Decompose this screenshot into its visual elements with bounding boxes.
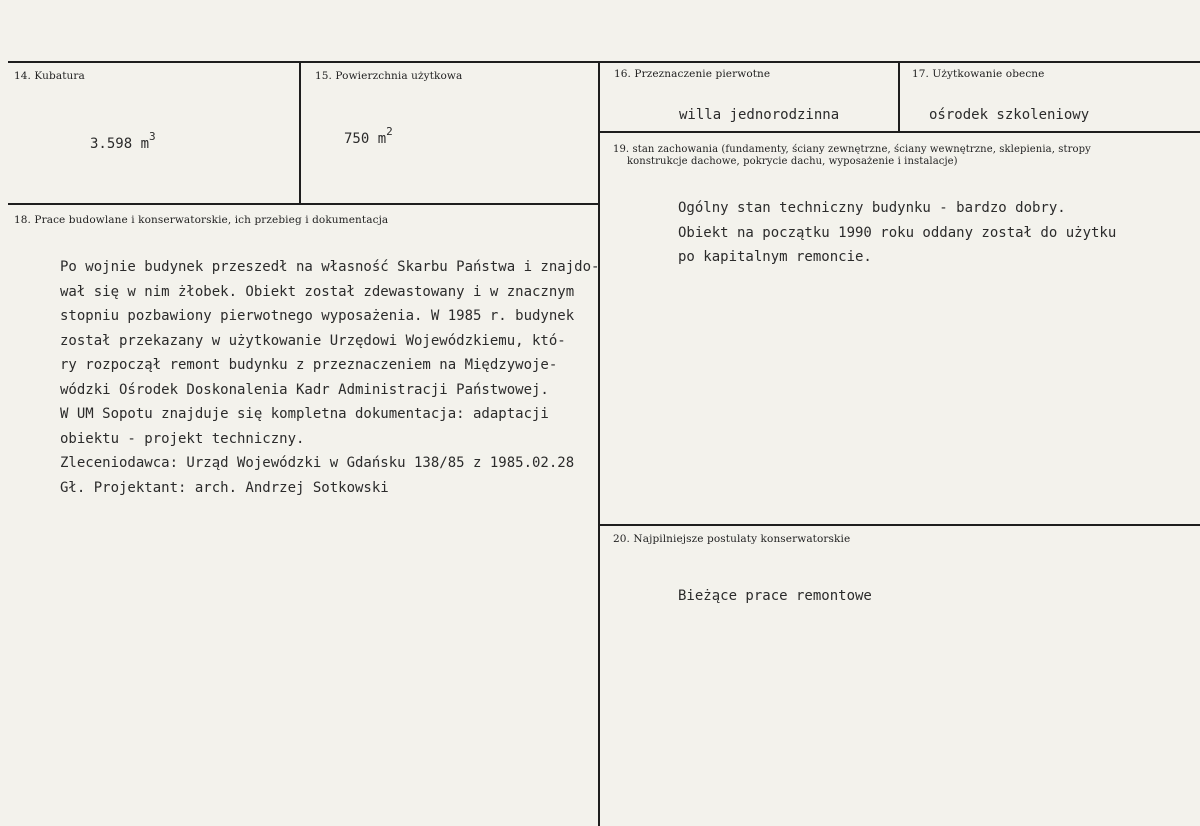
field-19-label	[613, 144, 1091, 168]
field-18-line: stopniu pozbawiony pierwotnego wyposażenia. W 1985 r. budynek	[60, 308, 575, 324]
field-18-line: Zleceniodawca: Urząd Wojewódzki w Gdańsku 138/85 z 1985.02.28	[60, 455, 575, 471]
field-18-line: ry rozpoczął remont budynku z przeznaczeniem na Międzywoje-	[60, 357, 558, 373]
field-17-value: ośrodek szkoleniowy	[929, 107, 1090, 123]
field-20-value: Bieżące prace remontowe	[678, 588, 872, 604]
field-18-line: Po wojnie budynek przeszedł na własność Skarbu Państwa i znajdo-	[60, 259, 600, 275]
field-20-label: 20. Najpilniejsze postulaty konserwatorskie	[613, 533, 851, 545]
field-18-line: został przekazany w użytkowanie Urzędowi Wojewódzkiemu, któ-	[60, 332, 566, 349]
divider-14-15	[299, 61, 301, 204]
field-15-value: 750 $m^2$	[344, 125, 393, 147]
top-border	[8, 61, 1200, 63]
divider-under-14-15	[8, 203, 599, 205]
divider-16-17	[898, 61, 900, 132]
field-18-line: Gł. Projektant: arch. Andrzej Sotkowski	[60, 479, 389, 496]
field-14-value: 3.598 $m^3$	[90, 130, 156, 152]
field-18-line: W UM Sopotu znajduje się kompletna dokumentacja: adaptacji	[60, 406, 549, 422]
field-18-line: wał się w nim żłobek. Obiekt został zdewastowany i w znacznym	[60, 283, 575, 300]
field-17-label: 17. Użytkowanie obecne	[912, 68, 1045, 80]
field-18-label: 18. Prace budowlane i konserwatorskie, ich przebieg i dokumentacja	[14, 214, 389, 226]
field-16-label: 16. Przeznaczenie pierwotne	[614, 68, 771, 80]
field-19-line: Ogólny stan techniczny budynku - bardzo dobry.	[678, 200, 1066, 216]
field-19-line: Obiekt na początku 1990 roku oddany został do użytku	[678, 224, 1117, 241]
field-18-text	[60, 255, 599, 500]
field-18-line: wódzki Ośrodek Doskonalenia Kadr Administracji Państwowej.	[60, 381, 549, 398]
field-19-label-line1: 19. stan zachowania (fundamenty, ściany zewnętrzne, ściany wewnętrzne, sklepienia, stropy	[613, 144, 1091, 155]
field-14-label: 14. Kubatura	[14, 70, 85, 82]
divider-under-19	[600, 524, 1200, 526]
field-19-line: po kapitalnym remoncie.	[678, 249, 872, 265]
field-16-value: willa jednorodzinna	[679, 107, 840, 123]
field-19-label-line2: konstrukcje dachowe, pokrycie dachu, wyposażenie i instalacje)	[627, 156, 958, 167]
field-18-line: obiektu - projekt techniczny.	[60, 430, 305, 447]
divider-under-16-17	[600, 131, 1200, 133]
field-19-text	[678, 196, 1116, 270]
field-15-label: 15. Powierzchnia użytkowa	[315, 70, 463, 82]
